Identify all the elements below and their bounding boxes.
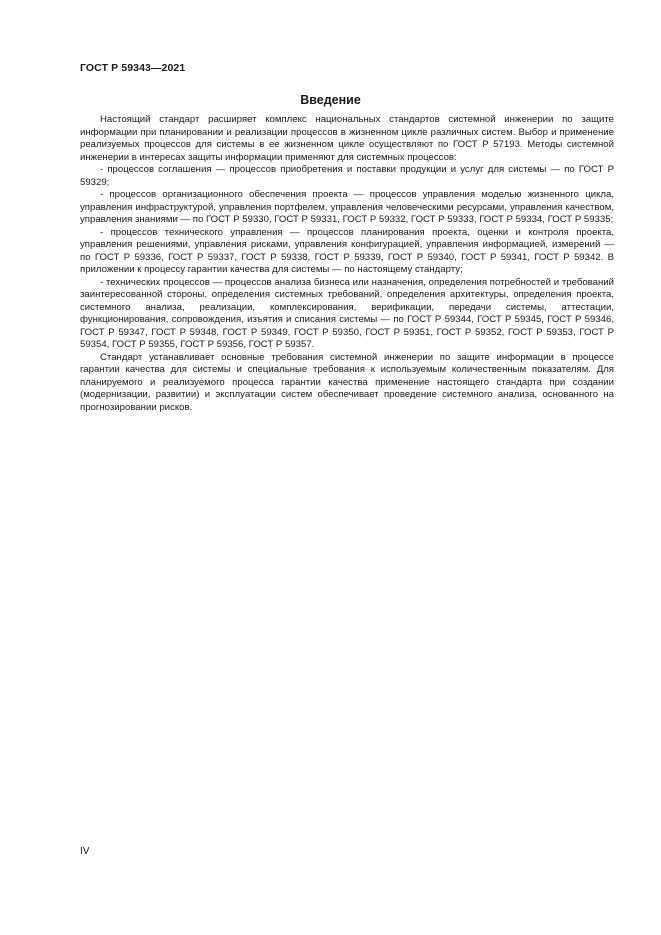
document-body <box>80 114 614 414</box>
paragraph: - процессов соглашения — процессов приобретения и поставки продукции и услуг для системы — по ГОСТ Р 59329; <box>80 164 614 188</box>
document-header: ГОСТ Р 59343—2021 <box>80 62 186 74</box>
paragraph: Стандарт устанавливает основные требования системной инженерии по защите информации в процессе гарантии качества для системы и специальные требования к используемым количественным показателям. Для планируемого и реализуемого процесса гарантии качества применение настоящего стандарта при создании (модернизации, развитии) и эксплуатации систем обеспечивает проведение системного анализа, основанного на прогнозировании рисков. <box>80 351 614 413</box>
paragraph: - технических процессов — процессов анализа бизнеса или назначения, определения потребностей и требований заинтересованной стороны, определения системных требований, определения архитектуры, определения проекта, системного анализа, реализации, комплексирования, верификации, передачи системы, аттестации, функционирования, сопровождения, изъятия и списания системы — по ГОСТ Р 59344, ГОСТ Р 59345, ГОСТ Р 59346, ГОСТ Р 59347, ГОСТ Р 59348, ГОСТ Р 59349, ГОСТ Р 59350, ГОСТ Р 59351, ГОСТ Р 59352, ГОСТ Р 59353, ГОСТ Р 59354, ГОСТ Р 59355, ГОСТ Р 59356, ГОСТ Р 59357. <box>80 276 614 350</box>
paragraph: - процессов организационного обеспечения проекта — процессов управления моделью жизненного цикла, управления инфраструктурой, управления портфелем, управления человеческими ресурсами, управления качеством, управления знаниями — по ГОСТ Р 59330, ГОСТ Р 59331, ГОСТ Р 59332, ГОСТ Р 59333, ГОСТ Р 59334, ГОСТ Р 59335; <box>80 189 614 225</box>
paragraph: - процессов технического управления — процессов планирования проекта, оценки и контроля проекта, управления решениями, управления рисками, управления конфигурацией, управления информацией, измерений — по ГОСТ Р 59336, ГОСТ Р 59337, ГОСТ Р 59338, ГОСТ Р 59339, ГОСТ Р 59340, ГОСТ Р 59341, ГОСТ Р 59342. В приложении к процессу гарантии качества для системы — по настоящему стандарту; <box>80 226 614 275</box>
paragraph: Настоящий стандарт расширяет комплекс национальных стандартов системной инженерии по защите информации при планировании и реализации процессов в жизненном цикле различных систем. Выбор и применение реализуемых процессов для системы в ее жизненном цикле осуществляют по ГОСТ Р 57193. Методы системной инженерии в интересах защиты информации применяют для системных процессов: <box>80 114 614 163</box>
section-title: Введение <box>300 93 361 107</box>
page-number: IV <box>80 846 90 857</box>
